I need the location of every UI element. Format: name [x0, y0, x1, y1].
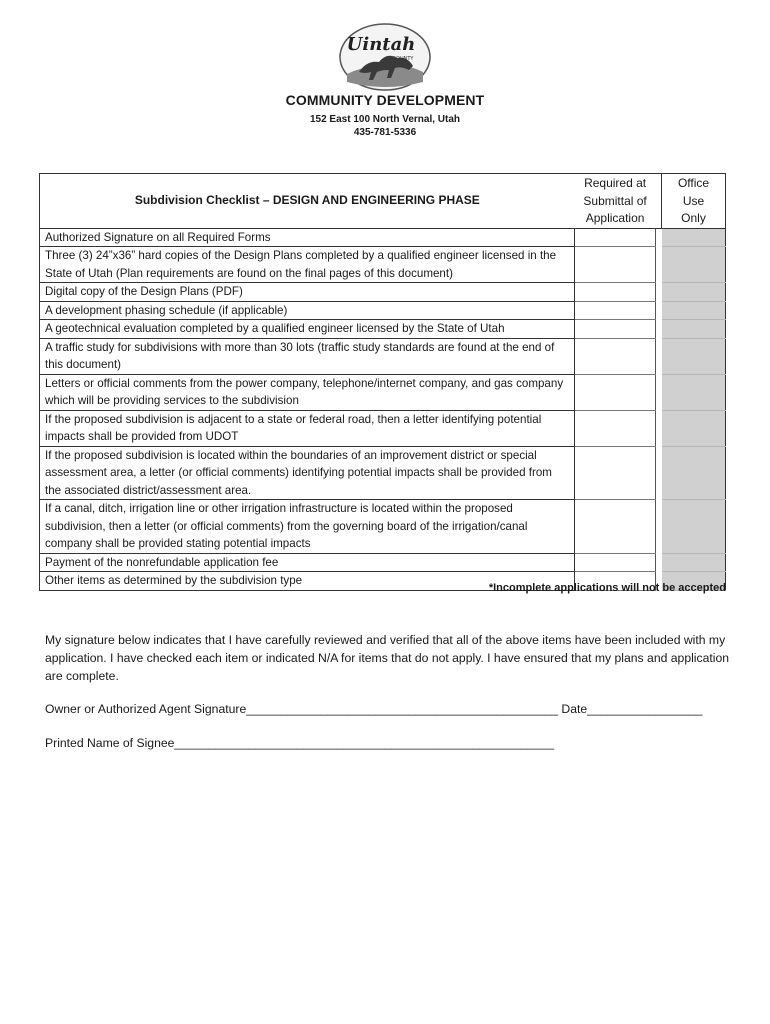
required-checkbox-cell[interactable]	[575, 446, 656, 500]
required-checkbox-cell[interactable]	[575, 320, 656, 339]
checklist-item: Payment of the nonrefundable application fee	[40, 553, 575, 572]
required-column-header: Required at Submittal of Application	[575, 174, 656, 229]
county-logo	[337, 22, 433, 92]
checklist-row	[40, 338, 726, 374]
office-use-cell	[662, 410, 726, 446]
office-use-cell	[662, 338, 726, 374]
checklist-item: Other items as determined by the subdivision type	[40, 572, 575, 591]
checklist-item: If a canal, ditch, irrigation line or other irrigation infrastructure is located within the proposed subdivision, then a letter (or official comments) from the governing board of the irrigation/canal company shall be provided stating potential impacts	[40, 500, 575, 554]
required-checkbox-cell[interactable]	[575, 228, 656, 247]
office-use-cell	[662, 228, 726, 247]
checklist-row	[40, 553, 726, 572]
owner-signature-label: Owner or Authorized Agent Signature	[45, 702, 247, 716]
owner-signature-field[interactable]: ______________________________________________	[246, 702, 559, 716]
required-checkbox-cell[interactable]	[575, 338, 656, 374]
required-checkbox-cell[interactable]	[575, 283, 656, 302]
checklist-row	[40, 374, 726, 410]
date-label: Date	[558, 702, 588, 716]
office-use-cell	[662, 500, 726, 554]
checklist-row	[40, 446, 726, 500]
checklist-item: Three (3) 24”x36” hard copies of the Design Plans completed by a qualified engineer licensed in the State of Utah (Plan requirements are found on the final pages of this document)	[40, 247, 575, 283]
office-use-cell	[662, 247, 726, 283]
office-use-column-header: Office Use Only	[662, 174, 726, 229]
address: 152 East 100 North Vernal, Utah	[309, 114, 461, 125]
checklist-item: If the proposed subdivision is adjacent to a state or federal road, then a letter identifying potential impacts shall be provided from UDOT	[40, 410, 575, 446]
checklist-item: A geotechnical evaluation completed by a qualified engineer licensed by the State of Utah	[40, 320, 575, 339]
required-checkbox-cell[interactable]	[575, 301, 656, 320]
checklist-row	[40, 301, 726, 320]
svg-text:COUNTY: COUNTY	[392, 56, 414, 62]
checklist-row	[40, 228, 726, 247]
office-use-cell	[662, 283, 726, 302]
printed-name-field[interactable]: ________________________________________________________	[174, 736, 554, 750]
phone-number: 435-781-5336	[353, 127, 417, 138]
checklist-row	[40, 247, 726, 283]
checklist-row	[40, 500, 726, 554]
checklist-table	[39, 173, 726, 591]
office-use-cell	[662, 320, 726, 339]
checklist-row	[40, 283, 726, 302]
checklist-row	[40, 320, 726, 339]
required-checkbox-cell[interactable]	[575, 247, 656, 283]
svg-text:Uintah: Uintah	[346, 34, 416, 55]
owner-signature-line	[45, 702, 702, 716]
checklist-item: Letters or official comments from the power company, telephone/internet company, and gas company which will be providing services to the subdivision	[40, 374, 575, 410]
checklist-title: Subdivision Checklist – DESIGN AND ENGINEERING PHASE	[40, 174, 575, 229]
printed-name-line	[45, 736, 554, 750]
checklist-item: Authorized Signature on all Required Forms	[40, 228, 575, 247]
date-field[interactable]: _________________	[587, 702, 703, 716]
checklist-item: A traffic study for subdivisions with more than 30 lots (traffic study standards are found at the end of this document)	[40, 338, 575, 374]
checklist-item: A development phasing schedule (if applicable)	[40, 301, 575, 320]
organization-title: COMMUNITY DEVELOPMENT	[285, 92, 485, 108]
checklist-item: If the proposed subdivision is located within the boundaries of an improvement district or special assessment area, a letter (or official comments) identifying potential impacts shall be provided from the associated district/assessment area.	[40, 446, 575, 500]
printed-name-label: Printed Name of Signee	[45, 736, 175, 750]
required-checkbox-cell[interactable]	[575, 374, 656, 410]
checklist-item: Digital copy of the Design Plans (PDF)	[40, 283, 575, 302]
office-use-cell	[662, 301, 726, 320]
office-use-cell	[662, 446, 726, 500]
checklist-row	[40, 410, 726, 446]
checklist-header-row	[40, 174, 726, 229]
certification-statement: My signature below indicates that I have carefully reviewed and verified that all of the above items have been included with my application. I have checked each item or indicated N/A for items that do not apply. I have ensured that my plans and application are complete.	[45, 633, 730, 683]
required-checkbox-cell[interactable]	[575, 500, 656, 554]
office-use-cell	[662, 553, 726, 572]
required-checkbox-cell[interactable]	[575, 410, 656, 446]
office-use-cell	[662, 374, 726, 410]
required-checkbox-cell[interactable]	[575, 553, 656, 572]
incomplete-note: *Incomplete applications will not be accepted	[488, 582, 726, 594]
